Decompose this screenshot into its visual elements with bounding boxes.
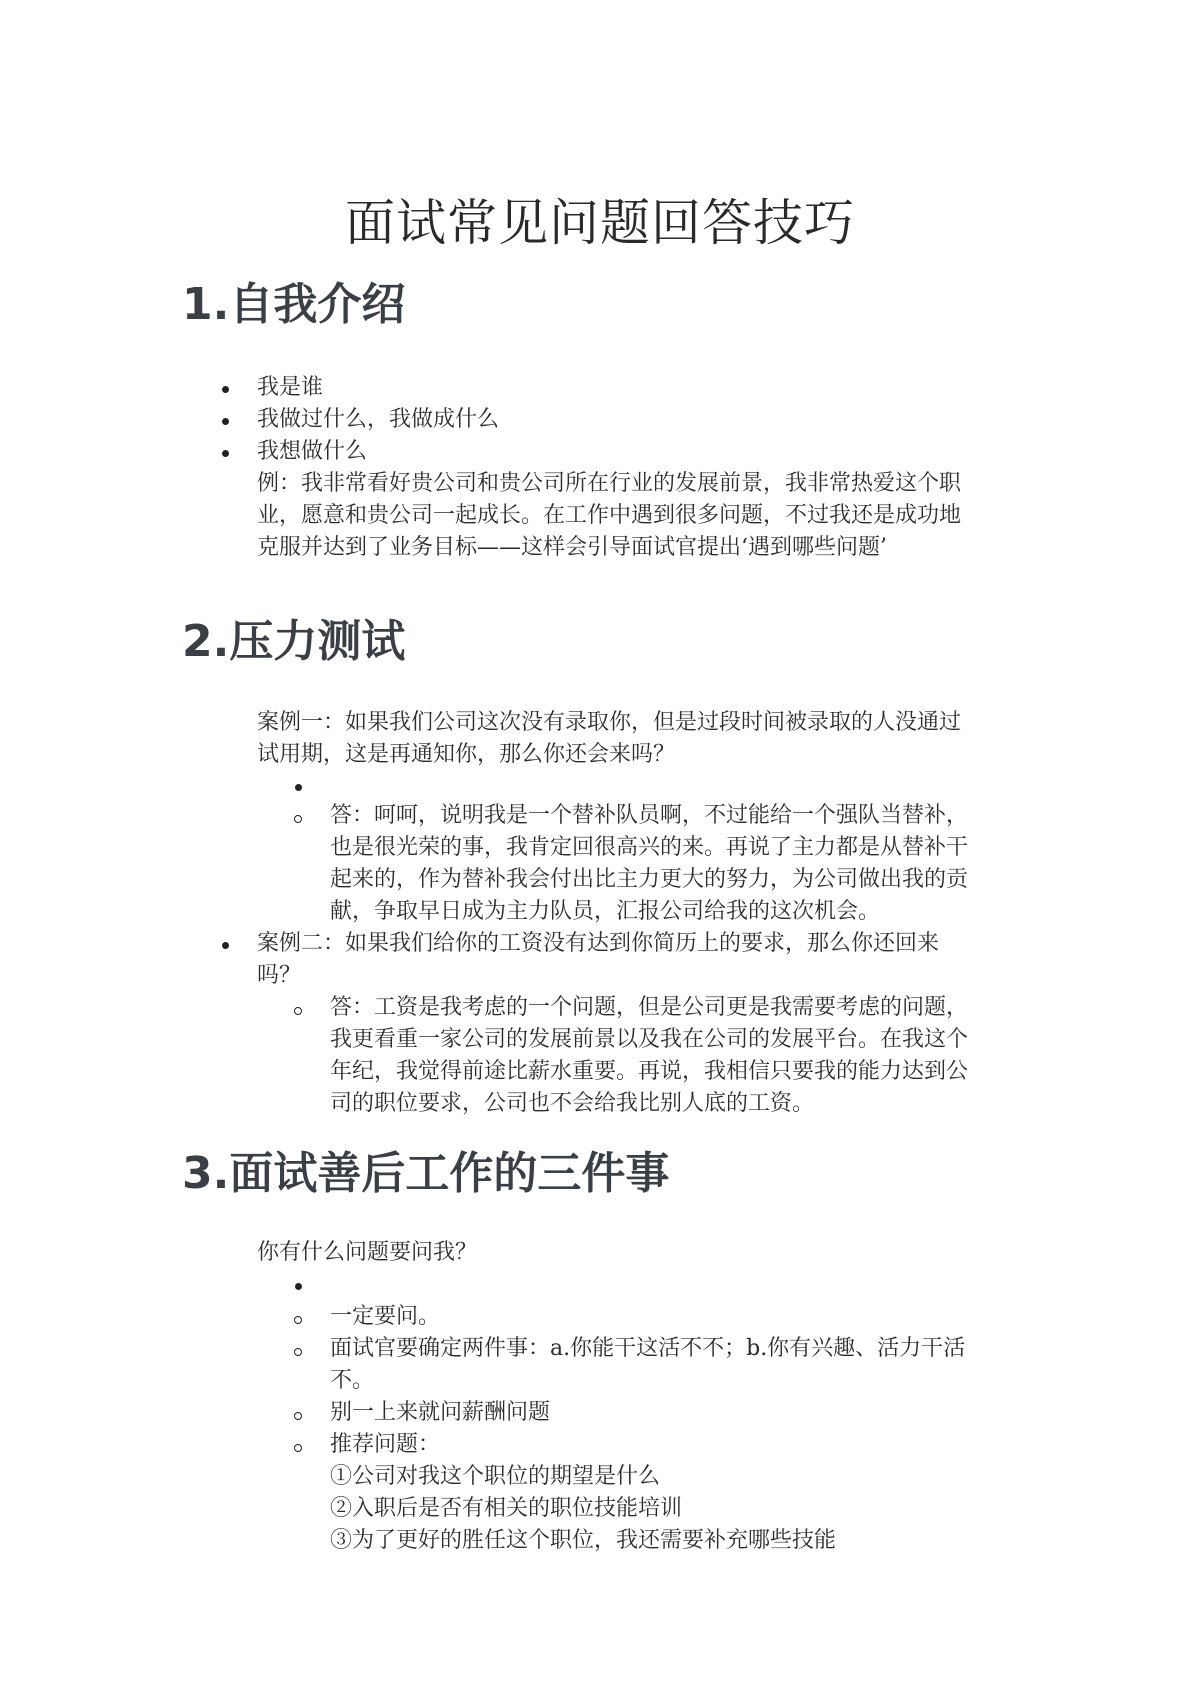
answer-text: 年纪，我觉得前途比薪水重要。再说，我相信只要我的能力达到公 bbox=[330, 1059, 969, 1084]
sub-bullet-circle bbox=[294, 1444, 302, 1452]
case-text: 案例二：如果我们给你的工资没有达到你简历上的要求，那么你还回来 bbox=[257, 931, 940, 956]
answer-text: 献，争取早日成为主力队员，汇报公司给我的这次机会。 bbox=[330, 899, 881, 924]
bullet-dot bbox=[222, 450, 229, 457]
bullet-dot bbox=[222, 942, 229, 949]
list-item: ③为了更好的胜任这个职位，我还需要补充哪些技能 bbox=[330, 1528, 837, 1553]
section-heading-self-intro: 1.自我介绍 bbox=[182, 279, 406, 330]
list-item: 不。 bbox=[330, 1368, 375, 1393]
section-heading-followup: 3.面试善后工作的三件事 bbox=[182, 1148, 670, 1199]
list-item: 我想做什么 bbox=[257, 439, 368, 464]
sub-bullet-circle bbox=[294, 815, 302, 823]
answer-text: 起来的，作为替补我会付出比主力更大的努力，为公司做出我的贡 bbox=[330, 867, 969, 892]
sub-bullet-circle bbox=[294, 1007, 302, 1015]
list-item: 我是谁 bbox=[257, 375, 324, 400]
document-title: 面试常见问题回答技巧 bbox=[345, 194, 855, 252]
bullet-dot bbox=[222, 418, 229, 425]
answer-text: 答：呵呵，说明我是一个替补队员啊，不过能给一个强队当替补， bbox=[330, 803, 969, 828]
sub-bullet-circle bbox=[294, 1316, 302, 1324]
sub-bullet-circle bbox=[294, 1348, 302, 1356]
list-item: 一定要问。 bbox=[330, 1304, 441, 1329]
case-text: 吗？ bbox=[257, 963, 302, 988]
example-text: 克服并达到了业务目标——这样会引导面试官提出‘遇到哪些问题’ bbox=[257, 535, 887, 560]
answer-text: 也是很光荣的事，我肯定回很高兴的来。再说了主力都是从替补干 bbox=[330, 835, 969, 860]
case-text: 案例一：如果我们公司这次没有录取你，但是过段时间被录取的人没通过 bbox=[257, 710, 962, 735]
list-item: 面试官要确定两件事：a.你能干这活不不；b.你有兴趣、活力干活 bbox=[330, 1336, 966, 1361]
intro-text: 你有什么问题要问我？ bbox=[257, 1240, 478, 1265]
list-item: ①公司对我这个职位的期望是什么 bbox=[330, 1464, 661, 1489]
answer-text: 司的职位要求，公司也不会给我比别人底的工资。 bbox=[330, 1091, 815, 1116]
bullet-dot bbox=[222, 386, 229, 393]
example-text: 例：我非常看好贵公司和贵公司所在行业的发展前景，我非常热爱这个职 bbox=[257, 471, 962, 496]
sub-bullet-circle bbox=[294, 1412, 302, 1420]
list-item: ②入职后是否有相关的职位技能培训 bbox=[330, 1496, 683, 1521]
list-item: 别一上来就问薪酬问题 bbox=[330, 1400, 551, 1425]
answer-text: 我更看重一家公司的发展前景以及我在公司的发展平台。在我这个 bbox=[330, 1027, 969, 1052]
section-heading-stress-test: 2.压力测试 bbox=[182, 616, 406, 667]
list-item: 我做过什么，我做成什么 bbox=[257, 407, 500, 432]
bullet-dot bbox=[295, 784, 302, 791]
case-text: 试用期，这是再通知你，那么你还会来吗？ bbox=[257, 742, 676, 767]
example-text: 业，愿意和贵公司一起成长。在工作中遇到很多问题，不过我还是成功地 bbox=[257, 503, 962, 528]
answer-text: 答：工资是我考虑的一个问题，但是公司更是我需要考虑的问题， bbox=[330, 995, 969, 1020]
bullet-dot bbox=[295, 1283, 302, 1290]
list-item: 推荐问题： bbox=[330, 1432, 441, 1457]
